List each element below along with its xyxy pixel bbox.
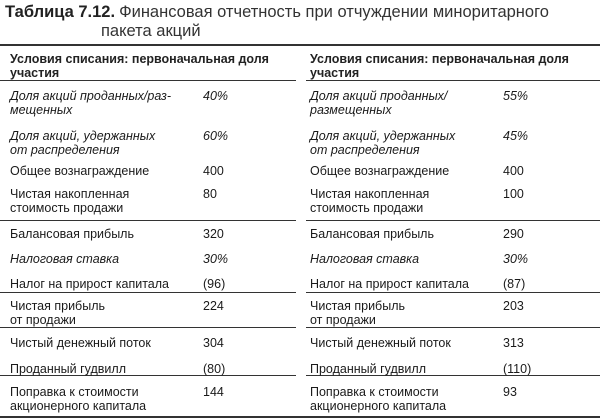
row-label-line1: Налоговая ставка [10, 252, 120, 266]
row-divider [0, 80, 296, 81]
row-value: 224 [203, 299, 224, 313]
row-label-line1: Общее вознаграждение [10, 164, 150, 178]
row-label-line1: Чистая накопленная [10, 187, 130, 201]
row-label-line1: Доля акций, удержанных [10, 129, 156, 143]
row-value: 304 [203, 336, 224, 350]
column-header-line2: участия [310, 66, 360, 80]
row-label-line2: от распределения [310, 143, 420, 157]
row-label-line1: Доля акций проданных/раз- [10, 89, 171, 103]
row-divider [0, 327, 296, 328]
row-label-line1: Чистая накопленная [310, 187, 430, 201]
column-header-line1: Условия списания: первоначальная доля [10, 52, 269, 66]
row-label [310, 252, 495, 266]
top-rule [0, 44, 600, 46]
row-label [310, 89, 495, 117]
row-label [10, 362, 195, 376]
row-value: 400 [503, 164, 524, 178]
table-title-line2: пакета акций [101, 22, 201, 40]
row-label [310, 362, 495, 376]
row-label-line2: от продажи [10, 313, 76, 327]
row-value: 93 [503, 385, 517, 399]
table-title-line1: Финансовая отчетность при отчуждении миноритарного [119, 3, 549, 21]
row-label [310, 277, 495, 291]
row-label [310, 385, 495, 413]
row-label-line1: Чистая прибыль [310, 299, 405, 313]
row-label-line2: стоимость продажи [310, 201, 424, 215]
row-divider [0, 220, 296, 221]
row-value: 55% [503, 89, 529, 103]
row-label-line1: Налог на прирост капитала [310, 277, 470, 291]
row-label [10, 277, 195, 291]
row-label-line1: Проданный гудвилл [310, 362, 427, 376]
row-value: 40% [203, 89, 229, 103]
row-value: 290 [503, 227, 524, 241]
row-label-line2: размещенных [310, 103, 392, 117]
row-value: 144 [203, 385, 224, 399]
row-label [10, 89, 195, 117]
row-value: (110) [503, 362, 532, 376]
row-divider [306, 292, 600, 293]
row-label-line2: стоимость продажи [10, 201, 124, 215]
row-label [10, 129, 195, 157]
row-label-line1: Доля акций, удержанных [310, 129, 456, 143]
row-label-line1: Балансовая прибыль [10, 227, 134, 241]
row-label-line1: Проданный гудвилл [10, 362, 127, 376]
row-label [310, 299, 495, 327]
row-label [310, 129, 495, 157]
row-label [10, 252, 195, 266]
row-divider [306, 220, 600, 221]
row-value: 80 [203, 187, 217, 201]
row-label-line1: Чистая прибыль [10, 299, 105, 313]
row-value: 30% [503, 252, 529, 266]
row-label-line1: Налог на прирост капитала [10, 277, 170, 291]
row-value: (96) [203, 277, 226, 291]
row-label-line1: Чистый денежный поток [10, 336, 151, 350]
column-header-line1: Условия списания: первоначальная доля [310, 52, 569, 66]
column-header [10, 52, 269, 80]
row-label-line1: Поправка к стоимости [10, 385, 139, 399]
table-caption [5, 3, 595, 41]
row-label-line1: Доля акций проданных/ [310, 89, 448, 103]
row-value: 320 [203, 227, 224, 241]
row-label-line1: Налоговая ставка [310, 252, 420, 266]
row-label-line2: от распределения [10, 143, 120, 157]
row-label [10, 164, 195, 178]
row-label [10, 385, 195, 413]
row-label [310, 336, 495, 350]
table-number: Таблица 7.12. [5, 3, 116, 21]
row-label-line2: акционерного капитала [10, 399, 147, 413]
row-value: 45% [503, 129, 529, 143]
row-label-line2: акционерного капитала [310, 399, 447, 413]
row-label [310, 164, 495, 178]
row-label-line2: мещенных [10, 103, 73, 117]
row-value: 313 [503, 336, 524, 350]
column-header [310, 52, 569, 80]
row-divider [306, 327, 600, 328]
row-value: 100 [503, 187, 524, 201]
row-label-line1: Чистый денежный поток [310, 336, 451, 350]
row-value: (80) [203, 362, 226, 376]
row-divider [0, 292, 296, 293]
row-divider [306, 80, 600, 81]
row-value: 60% [203, 129, 229, 143]
row-label [310, 187, 495, 215]
column-header-line2: участия [10, 66, 60, 80]
row-label [10, 336, 195, 350]
row-value: 30% [203, 252, 229, 266]
row-label-line1: Поправка к стоимости [310, 385, 439, 399]
row-label-line1: Балансовая прибыль [310, 227, 434, 241]
row-label [10, 187, 195, 215]
row-value: (87) [503, 277, 526, 291]
row-label [310, 227, 495, 241]
row-value: 203 [503, 299, 524, 313]
row-label [10, 299, 195, 327]
row-label-line2: от продажи [310, 313, 376, 327]
row-label-line1: Общее вознаграждение [310, 164, 450, 178]
row-value: 400 [203, 164, 224, 178]
row-label [10, 227, 195, 241]
